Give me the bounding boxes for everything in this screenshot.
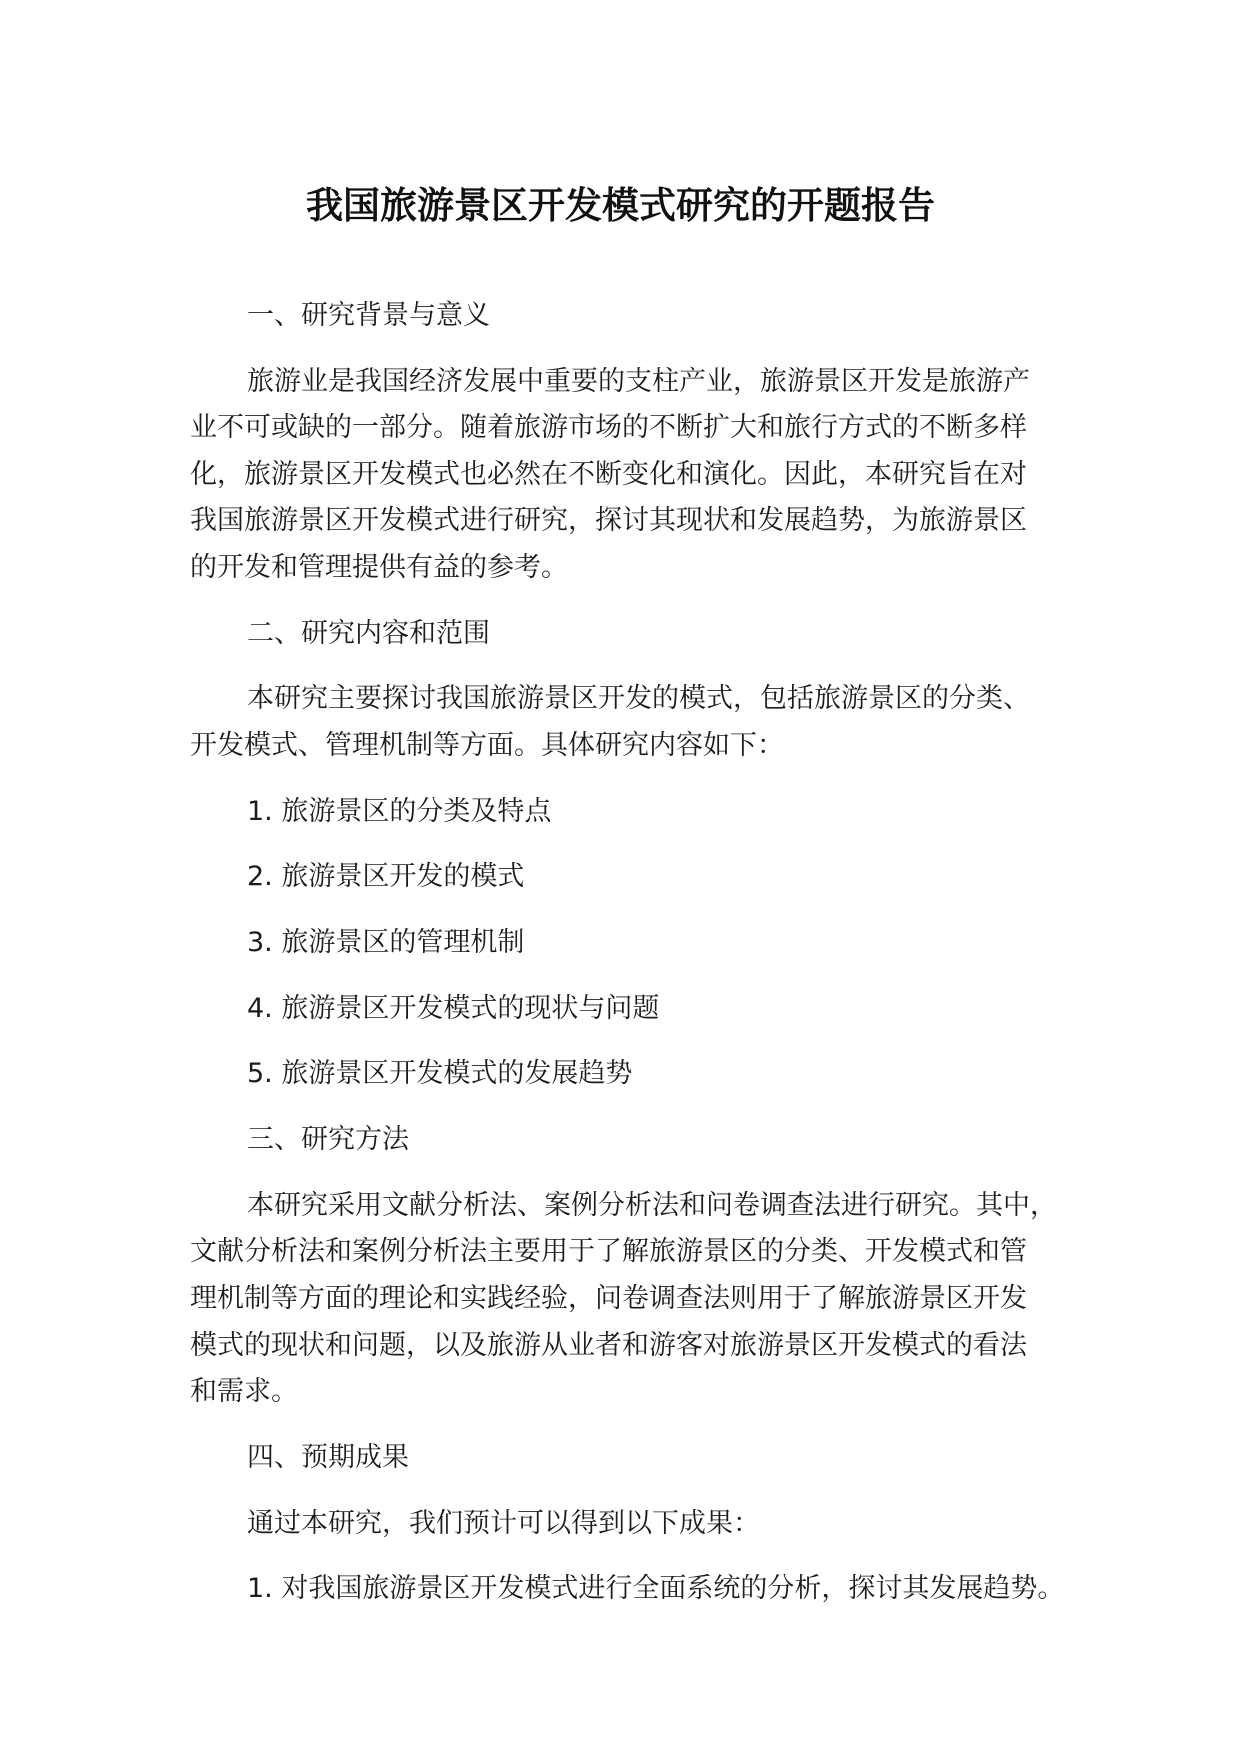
paragraph — [190, 359, 1150, 592]
section-heading: 二、研究内容和范围 — [247, 617, 490, 649]
section-heading: 一、研究背景与意义 — [247, 300, 490, 331]
document-title: 我国旅游景区开发模式研究的开题报告 — [306, 184, 935, 227]
paragraph-line: 本研究主要探讨我国旅游景区开发的模式，包括旅游景区的分类、 — [247, 683, 1030, 715]
paragraph-line: 理机制等方面的理论和实践经验，问卷调查法则用于了解旅游景区开发 — [190, 1283, 1027, 1315]
section-heading: 四、预期成果 — [247, 1441, 409, 1473]
paragraph — [190, 1183, 1150, 1416]
document-body — [190, 293, 1150, 1613]
list-item: 2. 旅游景区开发的模式 — [247, 861, 525, 893]
paragraph-line: 通过本研究，我们预计可以得到以下成果： — [247, 1507, 760, 1539]
section-heading: 三、研究方法 — [247, 1124, 409, 1156]
paragraph-line: 我国旅游景区开发模式进行研究，探讨其现状和发展趋势，为旅游景区 — [190, 505, 1027, 537]
paragraph-line: 模式的现状和问题，以及旅游从业者和游客对旅游景区开发模式的看法 — [190, 1329, 1027, 1361]
paragraph-line: 化，旅游景区开发模式也必然在不断变化和演化。因此，本研究旨在对 — [190, 458, 1027, 490]
list-item: 3. 旅游景区的管理机制 — [247, 927, 525, 959]
list-item: 5. 旅游景区开发模式的发展趋势 — [247, 1058, 633, 1090]
paragraph-line: 和需求。 — [190, 1376, 298, 1408]
list-item: 1. 对我国旅游景区开发模式进行全面系统的分析，探讨其发展趋势。 — [247, 1573, 1065, 1605]
list-item: 4. 旅游景区开发模式的现状与问题 — [247, 992, 660, 1024]
paragraph-line: 开发模式、管理机制等方面。具体研究内容如下： — [190, 730, 784, 762]
paragraph — [190, 676, 1150, 769]
paragraph-line: 旅游业是我国经济发展中重要的支柱产业，旅游景区开发是旅游产 — [247, 365, 1030, 397]
list-item: 1. 旅游景区的分类及特点 — [247, 795, 552, 827]
paragraph-line: 本研究采用文献分析法、案例分析法和问卷调查法进行研究。其中， — [247, 1189, 1057, 1221]
paragraph-line: 文献分析法和案例分析法主要用于了解旅游景区的分类、开发模式和管 — [190, 1236, 1027, 1268]
paragraph-line: 业不可或缺的一部分。随着旅游市场的不断扩大和旅行方式的不断多样 — [190, 412, 1027, 444]
paragraph-line: 的开发和管理提供有益的参考。 — [190, 552, 568, 584]
paragraph — [190, 1501, 1150, 1548]
